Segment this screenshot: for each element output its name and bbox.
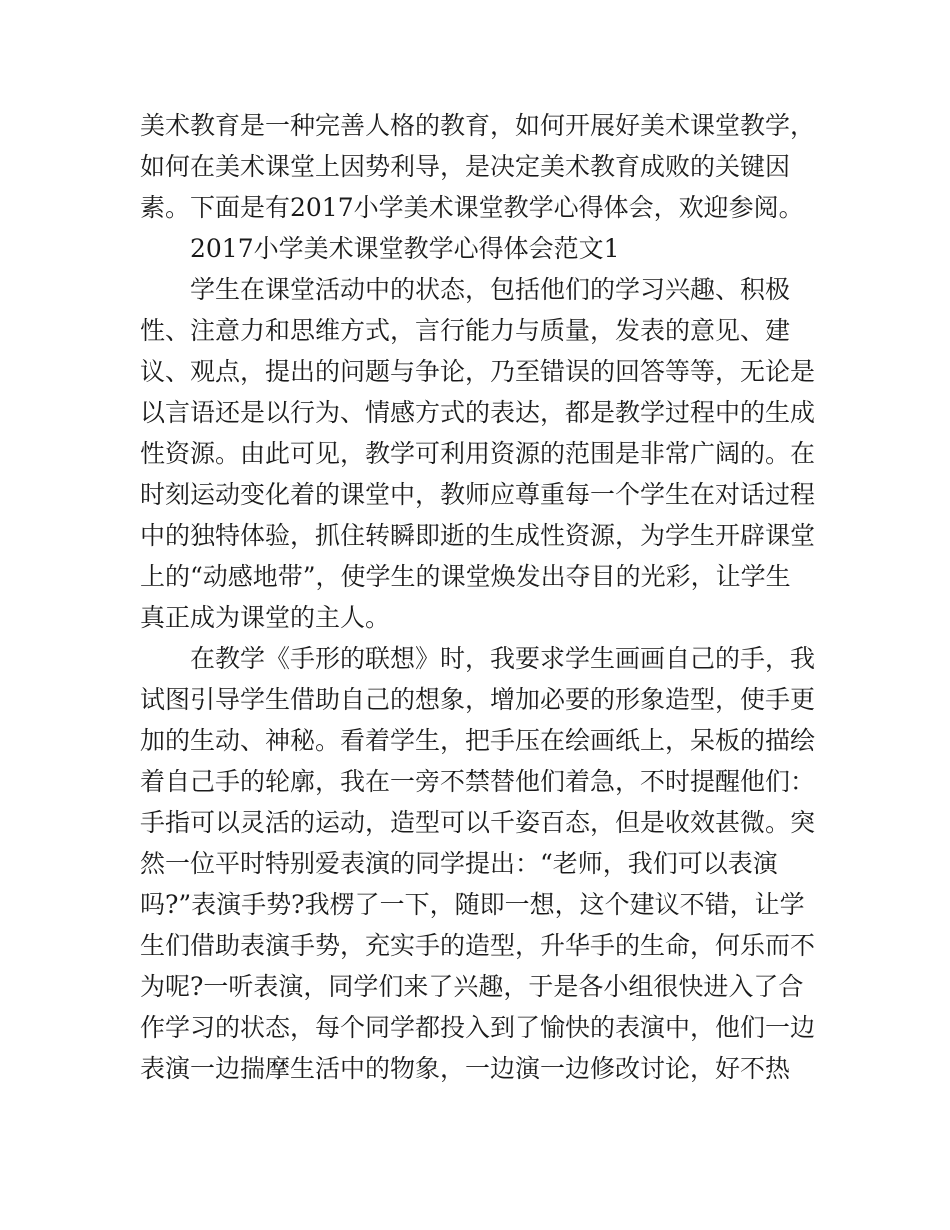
- paragraph-1-line-5: 性资源。由此可见，教学可利用资源的范围是非常广阔的。在: [140, 439, 816, 468]
- paragraph-2-line-1: 在教学《手形的联想》时，我要求学生画画自己的手，我: [190, 644, 816, 673]
- paragraph-1-line-6: 时刻运动变化着的课堂中，教师应尊重每一个学生在对话过程: [140, 480, 816, 509]
- paragraph-2-line-2: 试图引导学生借助自己的想象，增加必要的形象造型，使手更: [140, 685, 816, 714]
- paragraph-2-line-11: 表演一边揣摩生活中的物象，一边演一边修改讨论，好不热: [140, 1054, 791, 1083]
- paragraph-2-line-8: 生们借助表演手势，充实手的造型，升华手的生命，何乐而不: [140, 931, 816, 960]
- paragraph-1-line-7: 中的独特体验，抓住转瞬即逝的生成性资源，为学生开辟课堂: [140, 521, 816, 550]
- paragraph-2-line-6: 然一位平时特别爱表演的同学提出：“老师，我们可以表演: [140, 849, 778, 878]
- intro-line-2: 如何在美术课堂上因势利导，是决定美术教育成败的关键因: [140, 152, 791, 181]
- intro-line-1: 美术教育是一种完善人格的教育，如何开展好美术课堂教学，: [140, 111, 816, 140]
- paragraph-1-line-9: 真正成为课堂的主人。: [140, 603, 391, 632]
- paragraph-1-line-1: 学生在课堂活动中的状态，包括他们的学习兴趣、积极: [190, 275, 791, 304]
- paragraph-2-line-5: 手指可以灵活的运动，造型可以千姿百态，但是收效甚微。突: [140, 808, 816, 837]
- paragraph-2-line-3: 加的生动、神秘。看着学生，把手压在绘画纸上，呆板的描绘: [140, 726, 816, 755]
- paragraph-2-line-7: 吗?”表演手势?我楞了一下，随即一想，这个建议不错，让学: [140, 890, 805, 919]
- paragraph-2-line-10: 作学习的状态，每个同学都投入到了愉快的表演中，他们一边: [140, 1013, 816, 1042]
- paragraph-1-line-4: 以言语还是以行为、情感方式的表达，都是教学过程中的生成: [140, 398, 816, 427]
- section-heading: 2017小学美术课堂教学心得体会范文1: [190, 234, 620, 263]
- paragraph-1-line-3: 议、观点，提出的问题与争论，乃至错误的回答等等，无论是: [140, 357, 816, 386]
- intro-line-3: 素。下面是有2017小学美术课堂教学心得体会，欢迎参阅。: [140, 193, 804, 222]
- paragraph-2-line-4: 着自己手的轮廓，我在一旁不禁替他们着急，不时提醒他们：: [140, 767, 816, 796]
- paragraph-1-line-2: 性、注意力和思维方式，言行能力与质量，发表的意见、建: [140, 316, 791, 345]
- paragraph-1-line-8: 上的“动感地带”，使学生的课堂焕发出夺目的光彩，让学生: [140, 562, 791, 591]
- paragraph-2-line-9: 为呢?一听表演，同学们来了兴趣，于是各小组很快进入了合: [140, 972, 804, 1001]
- document-body: [140, 105, 820, 1089]
